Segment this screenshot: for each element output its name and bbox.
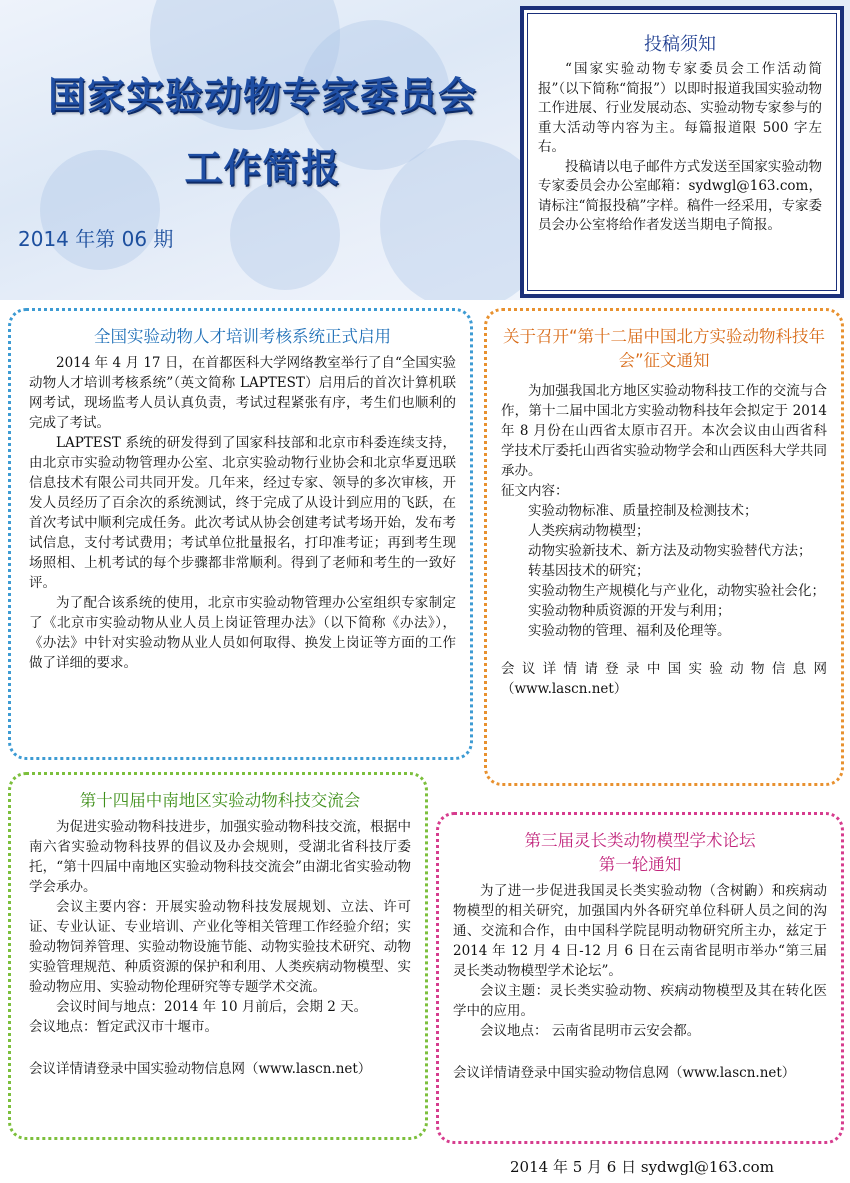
issue-number: 2014 年第 06 期 bbox=[18, 227, 174, 251]
article-title: 第十四届中南地区实验动物科技交流会 bbox=[79, 791, 361, 810]
article-paragraph: 为促进实验动物科技进步，加强实验动物科技交流，根据中南六省实验动物科技界的倡议及办会规则，受湖北省科技厅委托，“第十四届中南地区实验动物科技交流会”由湖北省实验动物学会承办。 bbox=[29, 819, 411, 895]
article-talent-training-system bbox=[8, 308, 473, 760]
article-title-line2: 第一轮通知 bbox=[598, 855, 682, 874]
article-footer-link: 会议详情请登录中国实验动物信息网（www.lascn.net） bbox=[501, 661, 827, 697]
article-paragraph: 2014 年 4 月 17 日，在首都医科大学网络教室举行了自“全国实验动物人才培训考核系统”（英文简称 LAPTEST）启用后的首次计算机联网考试，现场监考人员认真负责，考试过程紧张有序，考生们也顺利的完成了考试。 bbox=[29, 355, 456, 431]
topics-label: 征文内容： bbox=[501, 483, 569, 499]
meeting-time: 会议时间与地点：2014 年 10 月前后，会期 2 天。 bbox=[56, 999, 368, 1015]
notice-paragraph: 投稿请以电子邮件方式发送至国家实验动物专家委员会办公室邮箱：sydwgl@163.com，请标注“简报投稿”字样。稿件一经采用，专家委员会办公室将给作者发送当期电子简报。 bbox=[538, 158, 822, 233]
meeting-theme: 会议主题：灵长类实验动物、疾病动物模型及其在转化医学中的应用。 bbox=[453, 983, 827, 1019]
article-paragraph: 为了进一步促进我国灵长类实验动物（含树鼩）和疾病动物模型的相关研究，加强国内外各研究单位科研人员之间的沟通、交流和合作，由中国科学院昆明动物研究所主办，兹定于 2014 年 12 月 4 日-12 月 6 日在云南省昆明市举办“第三届灵长类动物模型学术论坛”。 bbox=[453, 883, 827, 979]
topic-item: 人类疾病动物模型； bbox=[528, 523, 650, 539]
topic-item: 实验动物标准、质量控制及检测技术； bbox=[528, 503, 758, 519]
article-primate-forum bbox=[436, 812, 844, 1144]
article-footer-link: 会议详情请登录中国实验动物信息网（www.lascn.net） bbox=[453, 1065, 796, 1081]
article-paragraph: 为了配合该系统的使用，北京市实验动物管理办公室组织专家制定了《北京市实验动物从业人员上岗证管理办法》（以下简称《办法》），《办法》中针对实验动物从业人员如何取得、换发上岗证等方面的工作做了详细的要求。 bbox=[29, 595, 456, 671]
submission-notice bbox=[520, 6, 844, 298]
topic-item: 转基因技术的研究； bbox=[528, 563, 650, 579]
article-paragraph: LAPTEST 系统的研发得到了国家科技部和北京市科委连续支持，由北京市实验动物管理办公室、北京实验动物行业协会和北京华夏迅联信息技术有限公司共同开发。几年来，经过专家、领导的多次审核，开发人员经历了百余次的系统测试，终于完成了从设计到应用的飞跃，在首次考试中顺利完成任务。此次考试从协会创建考试考场开始，发布考试信息，支付考试费用；考试单位批量报名，打印准考证；再到考生现场照相、上机考试的每个步骤都非常顺利。得到了老师和考生的一致好评。 bbox=[29, 435, 456, 591]
notice-paragraph: “国家实验动物专家委员会工作活动简报”（以下简称“简报”）以即时报道我国实验动物工作进展、行业发展动态、实验动物专家参与的重大活动等内容为主。每篇报道限 500 字左右。 bbox=[538, 61, 822, 155]
article-footer-link: 会议详情请登录中国实验动物信息网（www.lascn.net） bbox=[29, 1061, 372, 1077]
meeting-location: 会议地点： 云南省昆明市云安会都。 bbox=[480, 1023, 701, 1039]
topic-item: 动物实验新技术、新方法及动物实验替代方法； bbox=[528, 543, 812, 559]
masthead-title-line2: 工作简报 bbox=[184, 146, 341, 190]
notice-heading: 投稿须知 bbox=[644, 34, 716, 55]
article-title-line1: 第三届灵长类动物模型学术论坛 bbox=[524, 831, 756, 850]
article-title bbox=[453, 829, 827, 877]
article-paragraph: 会议主要内容：开展实验动物科技发展规划、立法、许可证、专业认证、专业培训、产业化等相关管理工作经验介绍；实验动物饲养管理、实验动物设施节能、动物实验技术研究、动物实验管理规范、种质资源的保护和利用、人类疾病动物模型、实验动物应用、实验动物伦理研究等专题学术交流。 bbox=[29, 899, 411, 995]
meeting-location: 会议地点：暂定武汉市十堰市。 bbox=[29, 1019, 218, 1035]
topic-item: 实验动物的管理、福利及伦理等。 bbox=[528, 623, 731, 639]
topic-item: 实验动物生产规模化与产业化，动物实验社会化； bbox=[528, 583, 825, 599]
article-title: 关于召开“第十二届中国北方实验动物科技年会”征文通知 bbox=[502, 327, 826, 370]
article-central-south-conference bbox=[8, 772, 428, 1140]
topic-item: 实验动物种质资源的开发与利用； bbox=[528, 603, 731, 619]
article-paragraph: 为加强我国北方地区实验动物科技工作的交流与合作，第十二届中国北方实验动物科技年会拟定于 2014 年 8 月份在山西省太原市召开。本次会议由山西省科学技术厅委托山西省实验动物学会和山西医科大学共同承办。 bbox=[501, 383, 827, 479]
masthead-title-line1: 国家实验动物专家委员会 bbox=[47, 74, 477, 118]
masthead-title bbox=[10, 60, 515, 204]
page-footer: 2014 年 5 月 6 日 sydwgl@163.com bbox=[510, 1158, 774, 1176]
article-northern-conference bbox=[484, 308, 844, 786]
article-title: 全国实验动物人才培训考核系统正式启用 bbox=[94, 327, 391, 346]
